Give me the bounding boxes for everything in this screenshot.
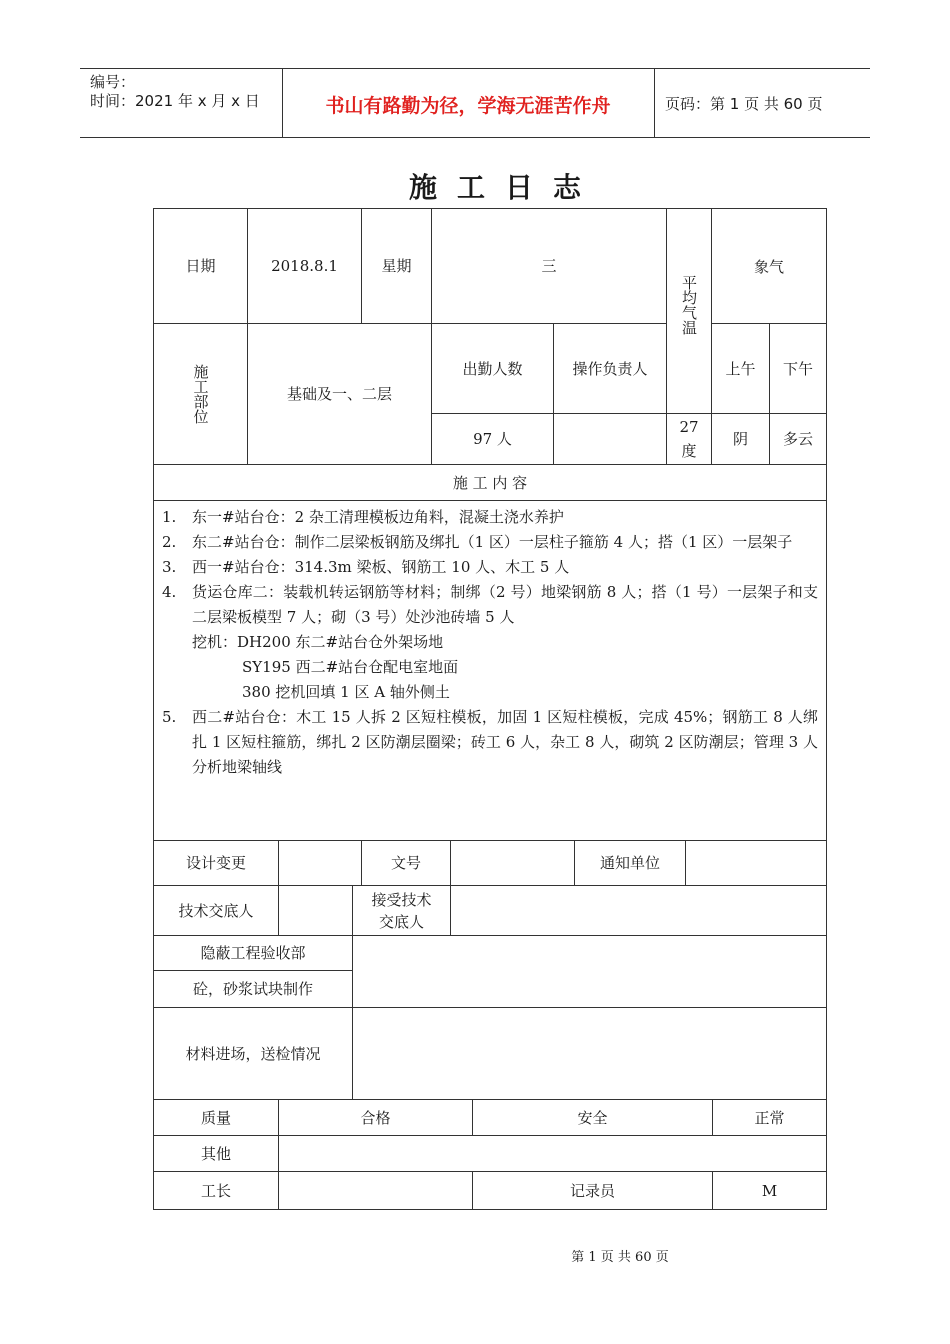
- mortar-test-label: 砼，砂浆试块制作: [153, 970, 353, 1008]
- excavator-line: 挖机：DH200 东二#站台仓外架场地: [192, 633, 444, 651]
- content-list: [162, 705, 818, 780]
- item-number: 2.: [162, 533, 177, 551]
- header-page-info: 页码：第 1 页 共 60 页: [665, 95, 823, 113]
- item-text: 西一#站台仓：314.3m 梁板、钢筋工 10 人、木工 5 人: [192, 558, 570, 576]
- location-value: 基础及一、二层: [247, 323, 432, 465]
- content-body: [153, 500, 827, 841]
- number-label: 编号：: [90, 73, 136, 91]
- attendance-value: 97 人: [431, 413, 554, 465]
- item-number: 4.: [162, 583, 177, 601]
- location-label: [153, 323, 248, 465]
- document-header: [80, 68, 870, 138]
- hidden-work-label: 隐蔽工程验收部: [153, 935, 353, 971]
- notify-unit-value: [685, 840, 827, 886]
- item-text: 西二#站台仓：木工 15 人拆 2 区短柱模板，加固 1 区短柱模板，完成 45%；钢筋工 8 人绑扎 1 区短柱箍筋，绑扎 2 区防潮层圈梁；砖工 6 人，杂工 8 人，砌筑 2 区防潮层；管理 3 人分析地梁轴线: [192, 708, 818, 776]
- other-label: 其他: [153, 1135, 279, 1172]
- receive-brief-value: [450, 885, 827, 936]
- list-item: [162, 555, 818, 580]
- material-label: 材料进场，送检情况: [153, 1007, 353, 1100]
- am-label: 上午: [711, 323, 770, 414]
- item-number: 3.: [162, 558, 177, 576]
- recorder-value: M: [712, 1171, 827, 1210]
- date-value: 2018.8.1: [247, 208, 362, 324]
- material-value: [352, 1007, 827, 1100]
- design-change-label: 设计变更: [153, 840, 279, 886]
- content-list: [162, 505, 818, 630]
- other-value: [278, 1135, 827, 1172]
- excavator-line: SY195 西二#站台仓配电室地面: [242, 658, 459, 676]
- doc-no-value: [450, 840, 575, 886]
- list-item: [162, 580, 818, 630]
- content-header: 施 工 内 容: [153, 464, 827, 501]
- weather-label: 象气: [711, 208, 827, 324]
- am-value: 阴: [711, 413, 770, 465]
- weekday-label: 星期: [361, 208, 432, 324]
- item-number: 5.: [162, 708, 177, 726]
- avg-temp-text: 平均气温: [680, 275, 698, 335]
- quality-value: 合格: [278, 1099, 473, 1136]
- quality-label: 质量: [153, 1099, 279, 1136]
- weekday-value: 三: [431, 208, 667, 324]
- tech-brief-label: 技术交底人: [153, 885, 279, 936]
- excavator-line: 380 挖机回填 1 区 A 轴外侧土: [242, 683, 450, 701]
- foreman-label: 工长: [153, 1171, 279, 1210]
- foreman-value: [278, 1171, 473, 1210]
- hidden-work-value: [352, 935, 827, 1008]
- safety-label: 安全: [472, 1099, 713, 1136]
- page-title: 施工日志: [408, 171, 601, 204]
- header-motto: 书山有路勤为径，学海无涯苦作舟: [325, 95, 611, 117]
- notify-unit-label: 通知单位: [574, 840, 686, 886]
- page-footer: 第 1 页 共 60 页: [571, 1250, 669, 1265]
- temp-value: [666, 413, 712, 465]
- item-text: 东二#站台仓：制作二层梁板钢筋及绑扎（1 区）一层柱子箍筋 4 人；搭（1 区）一层架子: [192, 533, 793, 551]
- attendance-label: 出勤人数: [431, 323, 554, 414]
- list-item: [162, 530, 818, 555]
- design-change-value: [278, 840, 362, 886]
- item-number: 1.: [162, 508, 177, 526]
- list-item: [162, 705, 818, 780]
- operator-value: [553, 413, 667, 465]
- pm-label: 下午: [769, 323, 827, 414]
- header-left: [90, 73, 260, 111]
- list-item: [162, 505, 818, 530]
- time-label: 时间：2021 年 x 月 x 日: [90, 92, 260, 110]
- operator-label: 操作负责人: [553, 323, 667, 414]
- location-label-text: 施工部位: [191, 364, 210, 424]
- safety-value: 正常: [712, 1099, 827, 1136]
- temp-value-text: 27 度: [679, 418, 699, 460]
- item-text: 货运仓库二：装载机转运钢筋等材料；制绑（2 号）地梁钢筋 8 人；搭（1 号）一层架子和支二层梁板模型 7 人；砌（3 号）处沙池砖墙 5 人: [192, 583, 818, 626]
- doc-no-label: 文号: [361, 840, 451, 886]
- recorder-label: 记录员: [472, 1171, 713, 1210]
- tech-brief-value: [278, 885, 353, 936]
- item-text: 东一#站台仓：2 杂工清理模板边角料，混凝土浇水养护: [192, 508, 564, 526]
- receive-brief-label: 接受技术交底人: [352, 885, 451, 936]
- date-label: 日期: [153, 208, 248, 324]
- pm-value: 多云: [769, 413, 827, 465]
- header-divider: [654, 69, 655, 137]
